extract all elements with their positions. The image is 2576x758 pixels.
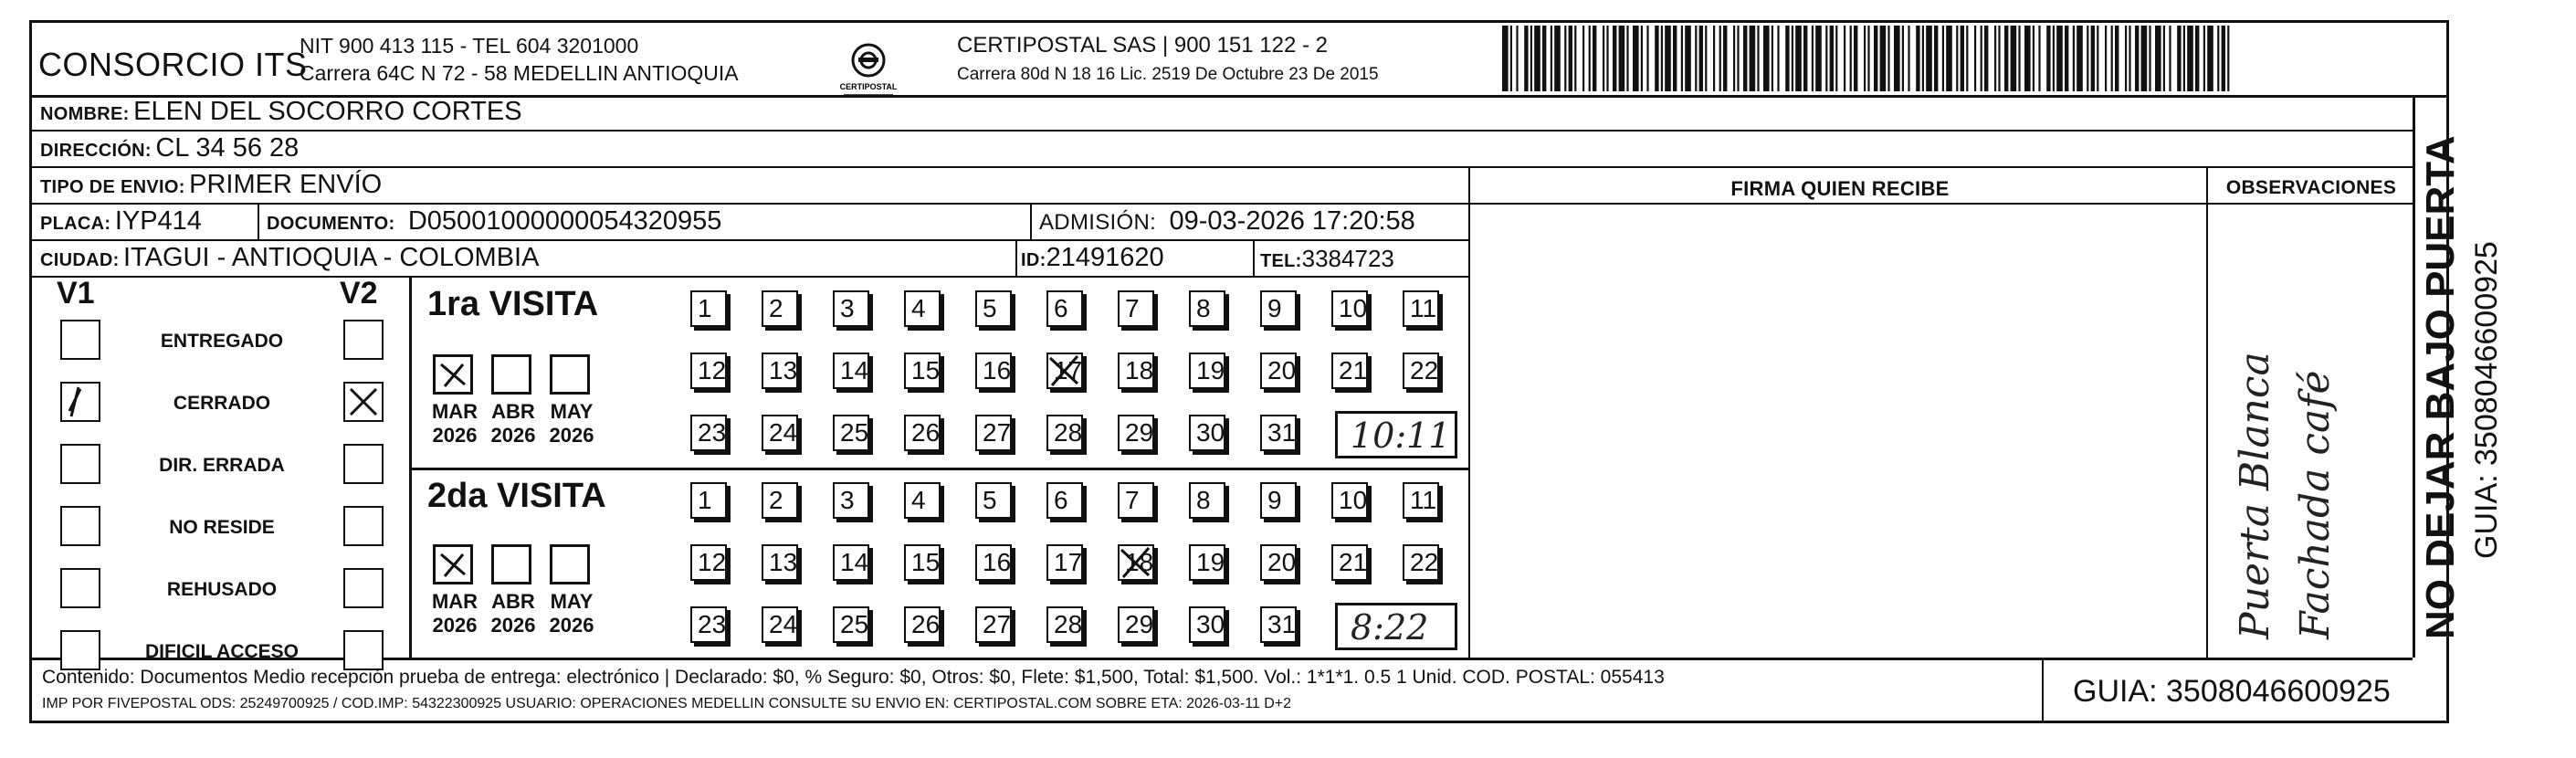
visit2-time-box[interactable] [1335, 603, 1457, 650]
tel-value: 3384723 [1301, 245, 1394, 272]
visit1-day-25[interactable]: 25 [833, 415, 869, 451]
visit1-time-value: 10:11 [1351, 416, 1451, 456]
direccion-value: CL 34 56 28 [155, 133, 300, 163]
visit2-day-11[interactable]: 11 [1403, 482, 1439, 519]
observation-handwriting-1: Puerta Blanca [2232, 352, 2278, 639]
visit1-day-20[interactable]: 20 [1260, 353, 1297, 389]
visit2-day-18[interactable]: 18 [1118, 544, 1154, 581]
v2-checkbox-rehusado[interactable] [343, 568, 384, 608]
visit1-day-8[interactable]: 8 [1189, 290, 1225, 327]
visit1-day-26[interactable]: 26 [904, 415, 941, 451]
visit2-day-28[interactable]: 28 [1046, 606, 1083, 643]
visit1-day-23[interactable]: 23 [690, 415, 727, 451]
status-label-dificil-acceso: DIFICIL ACCESO [144, 641, 299, 662]
visit2-day-15[interactable]: 15 [904, 544, 941, 581]
month-label-mar: MAR 2026 [431, 400, 478, 447]
no-dejar-notice: NO DEJAR BAJO PUERTA [2418, 135, 2463, 639]
visit1-day-24[interactable]: 24 [762, 415, 798, 451]
month-checkbox-may[interactable] [550, 354, 590, 395]
visit1-day-1[interactable]: 1 [690, 290, 727, 327]
visit1-day-9[interactable]: 9 [1260, 290, 1297, 327]
v1-checkbox-cerrado[interactable] [60, 382, 100, 422]
visit1-day-5[interactable]: 5 [975, 290, 1012, 327]
v2-checkbox-dificil-acceso[interactable] [343, 630, 384, 670]
documento-field: DOCUMENTO: D05001000000054320955 [267, 206, 722, 236]
visit2-day-1[interactable]: 1 [690, 482, 727, 519]
tipo-envio-value: PRIMER ENVÍO [189, 170, 383, 199]
visit2-day-4[interactable]: 4 [904, 482, 941, 519]
v2-header: V2 [340, 276, 378, 311]
admision-field: ADMISIÓN: 09-03-2026 17:20:58 [1039, 206, 1415, 236]
v2-checkbox-cerrado[interactable] [343, 382, 384, 422]
visit1-day-2[interactable]: 2 [762, 290, 798, 327]
documento-value: D05001000000054320955 [407, 206, 722, 236]
observation-handwriting-2: Fachada café [2292, 370, 2339, 639]
company-name: CONSORCIO ITS [38, 46, 308, 83]
visit1-day-12[interactable]: 12 [690, 353, 727, 389]
visit1-day-31[interactable]: 31 [1260, 415, 1297, 451]
visit2-day-30[interactable]: 30 [1189, 606, 1225, 643]
visit1-day-4[interactable]: 4 [904, 290, 941, 327]
month-checkbox-abr[interactable] [491, 354, 531, 395]
nombre-value: ELEN DEL SOCORRO CORTES [133, 97, 522, 126]
certipostal-logo-icon [838, 38, 899, 99]
v1-checkbox-dificil-acceso[interactable] [60, 630, 100, 670]
status-label-no-reside: NO RESIDE [169, 517, 275, 538]
visit2-day-31[interactable]: 31 [1260, 606, 1297, 643]
tipo-envio-field: TIPO DE ENVIO: PRIMER ENVÍO [40, 170, 383, 199]
ciudad-value: ITAGUI - ANTIOQUIA - COLOMBIA [123, 243, 540, 272]
firma-header: FIRMA QUIEN RECIBE [1730, 177, 1950, 200]
visit2-day-24[interactable]: 24 [762, 606, 798, 643]
tel-field: TEL:3384723 [1260, 245, 1394, 272]
visit2-day-21[interactable]: 21 [1331, 544, 1368, 581]
v1-header: V1 [57, 276, 95, 311]
visit2-day-27[interactable]: 27 [975, 606, 1012, 643]
visit2-day-3[interactable]: 3 [833, 482, 869, 519]
nit-line: NIT 900 413 115 - TEL 604 3201000 [300, 34, 639, 58]
id-value: 21491620 [1046, 243, 1164, 272]
carrier-line: CERTIPOSTAL SAS | 900 151 122 - 2 [957, 33, 1328, 58]
visit1-day-29[interactable]: 29 [1118, 415, 1154, 451]
footer-imp: IMP POR FIVEPOSTAL ODS: 25249700925 / COD.IMP: 54322300925 USUARIO: OPERACIONES MEDELLIN CONSULTE SU ENVIO EN: CERTIPOSTAL.COM SOBRE ETA: 2026-03-11 D+2 [42, 696, 1292, 711]
v2-checkbox-dir-errada[interactable] [343, 444, 384, 484]
month-label-mar: MAR 2026 [431, 590, 478, 637]
visit1-day-6[interactable]: 6 [1046, 290, 1083, 327]
observaciones-header: OBSERVACIONES [2225, 177, 2397, 198]
visit2-day-29[interactable]: 29 [1118, 606, 1154, 643]
visit2-day-14[interactable]: 14 [833, 544, 869, 581]
direccion-field: DIRECCIÓN: CL 34 56 28 [40, 133, 300, 163]
visit1-day-16[interactable]: 16 [975, 353, 1012, 389]
visit2-time-value: 8:22 [1351, 607, 1429, 647]
visit2-day-20[interactable]: 20 [1260, 544, 1297, 581]
placa-field: PLACA: IYP414 [40, 206, 202, 236]
visit1-day-22[interactable]: 22 [1403, 353, 1439, 389]
v1-checkbox-entregado[interactable] [60, 320, 100, 360]
visit1-day-13[interactable]: 13 [762, 353, 798, 389]
visit1-day-3[interactable]: 3 [833, 290, 869, 327]
month-checkbox-mar[interactable] [433, 354, 473, 395]
month-label-may: MAY 2026 [549, 400, 594, 447]
month-checkbox-abr[interactable] [491, 544, 531, 584]
visit1-day-7[interactable]: 7 [1118, 290, 1154, 327]
v2-checkbox-no-reside[interactable] [343, 506, 384, 546]
visit2-day-8[interactable]: 8 [1189, 482, 1225, 519]
month-checkbox-may[interactable] [550, 544, 590, 584]
carrier-address: Carrera 80d N 18 16 Lic. 2519 De Octubre 23 De 2015 [957, 65, 1379, 84]
visit2-day-25[interactable]: 25 [833, 606, 869, 643]
visit2-day-16[interactable]: 16 [975, 544, 1012, 581]
visit1-day-28[interactable]: 28 [1046, 415, 1083, 451]
ciudad-field: CIUDAD: ITAGUI - ANTIOQUIA - COLOMBIA [40, 243, 540, 272]
visit1-title: 1ra VISITA [427, 285, 599, 323]
visit2-day-2[interactable]: 2 [762, 482, 798, 519]
barcode [1502, 26, 2233, 91]
visit1-day-11[interactable]: 11 [1403, 290, 1439, 327]
month-label-abr: ABR 2026 [490, 400, 536, 447]
placa-value: IYP414 [114, 206, 202, 236]
visit2-day-12[interactable]: 12 [690, 544, 727, 581]
footer-contenido: Contenido: Documentos Medio recepción prueba de entrega: electrónico | Declarado: $0, % Seguro: $0, Otros: $0, Flete: $1,500, Total: $1,500. Vol.: 1*1*1. 0.5 1 Unid. COD. POSTAL: 055413 [42, 667, 1665, 688]
visit1-day-30[interactable]: 30 [1189, 415, 1225, 451]
id-field: ID:21491620 [1021, 243, 1164, 272]
visit2-day-9[interactable]: 9 [1260, 482, 1297, 519]
visit2-day-22[interactable]: 22 [1403, 544, 1439, 581]
visit1-day-14[interactable]: 14 [833, 353, 869, 389]
v2-checkbox-entregado[interactable] [343, 320, 384, 360]
footer-divider [29, 658, 2413, 660]
v1-checkbox-dir-errada[interactable] [60, 444, 100, 484]
visit1-day-15[interactable]: 15 [904, 353, 941, 389]
nombre-field: NOMBRE: ELEN DEL SOCORRO CORTES [40, 97, 522, 126]
visit2-day-7[interactable]: 7 [1118, 482, 1154, 519]
visit2-day-23[interactable]: 23 [690, 606, 727, 643]
visit2-day-10[interactable]: 10 [1331, 482, 1368, 519]
visit2-day-5[interactable]: 5 [975, 482, 1012, 519]
month-label-may: MAY 2026 [549, 590, 594, 637]
status-label-dir-errada: DIR. ERRADA [159, 455, 285, 476]
visit2-day-6[interactable]: 6 [1046, 482, 1083, 519]
side-guia: GUIA: 3508046600925 [2469, 241, 2504, 559]
visit2-day-17[interactable]: 17 [1046, 544, 1083, 581]
status-label-entregado: ENTREGADO [160, 331, 284, 352]
visit1-day-21[interactable]: 21 [1331, 353, 1368, 389]
visit2-title: 2da VISITA [427, 477, 606, 515]
visit2-day-26[interactable]: 26 [904, 606, 941, 643]
visit1-day-17[interactable]: 17 [1046, 353, 1083, 389]
admision-value: 09-03-2026 17:20:58 [1169, 206, 1415, 236]
v1-checkbox-no-reside[interactable] [60, 506, 100, 546]
visit1-day-19[interactable]: 19 [1189, 353, 1225, 389]
v1-checkbox-rehusado[interactable] [60, 568, 100, 608]
visit1-day-18[interactable]: 18 [1118, 353, 1154, 389]
visit1-day-27[interactable]: 27 [975, 415, 1012, 451]
visit1-time-box[interactable] [1335, 411, 1457, 458]
visit2-day-19[interactable]: 19 [1189, 544, 1225, 581]
month-label-abr: ABR 2026 [490, 590, 536, 637]
footer-guia: GUIA: 3508046600925 [2073, 674, 2391, 709]
status-label-cerrado: CERRADO [173, 393, 271, 414]
company-address: Carrera 64C N 72 - 58 MEDELLIN ANTIOQUIA [300, 61, 739, 85]
visit1-day-10[interactable]: 10 [1331, 290, 1368, 327]
logo-caption: CERTIPOSTAL [839, 82, 898, 91]
month-checkbox-mar[interactable] [433, 544, 473, 584]
status-label-rehusado: REHUSADO [166, 579, 278, 600]
visit2-day-13[interactable]: 13 [762, 544, 798, 581]
